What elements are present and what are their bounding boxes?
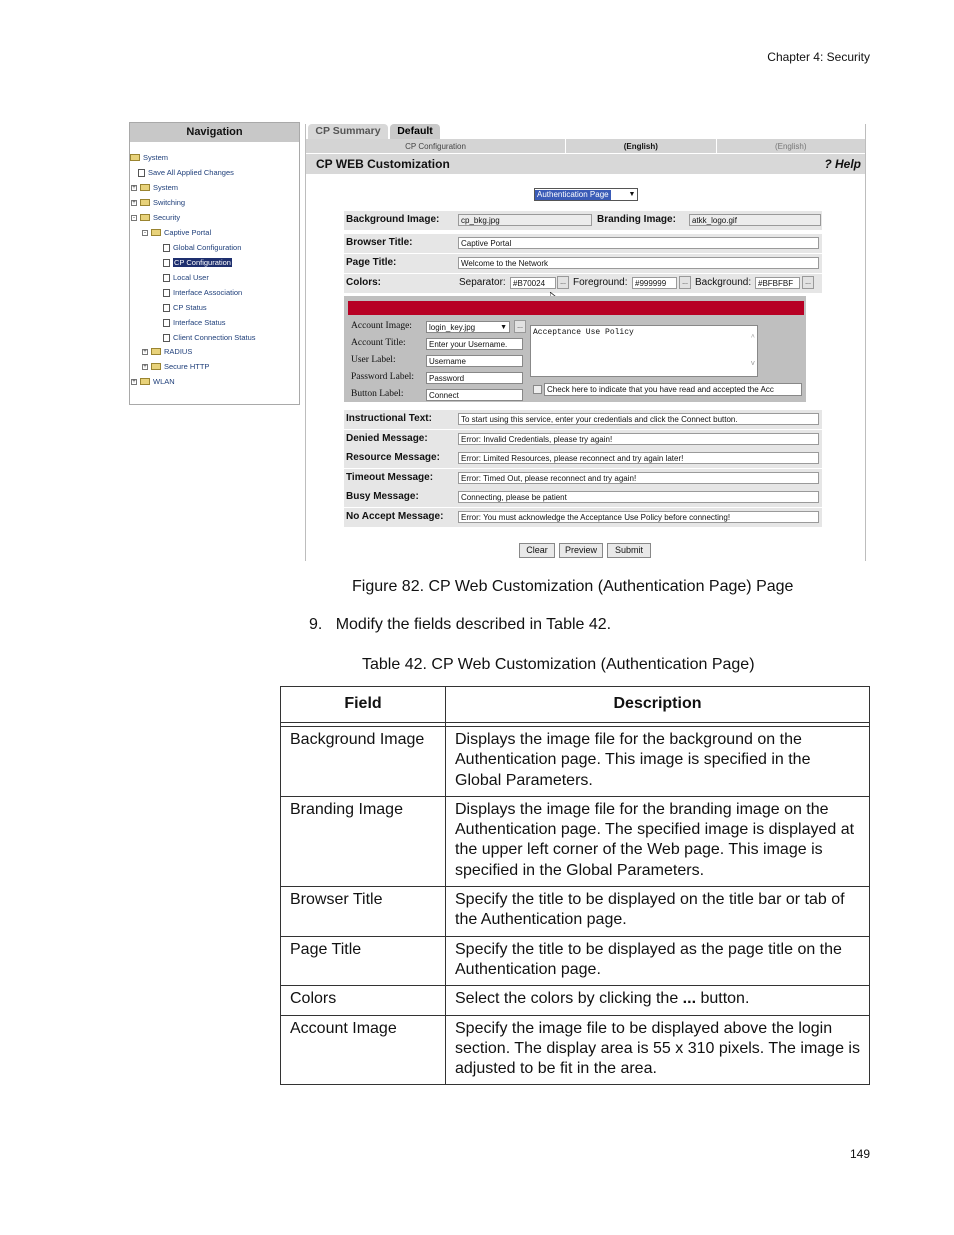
colors-row: Colors: Separator: #B70024 ... Foreground: #999999 ... Background: #BFBFBF ...: [344, 274, 822, 293]
page-icon: [163, 244, 170, 252]
image-row: Background Image: cp_bkg.jpg Branding Image: atkk_logo.gif: [344, 211, 822, 230]
separator-color-field[interactable]: #B70024: [510, 277, 556, 289]
nav-item-security[interactable]: - Security: [133, 213, 181, 222]
table-row: Page Title Specify the title to be displayed as the page title on the Authentication page.: [281, 936, 870, 986]
browser-title-row: Browser Title: Captive Portal: [344, 234, 822, 253]
nav-item-switching[interactable]: + Switching: [132, 198, 186, 207]
nav-item-radius[interactable]: + RADIUS: [143, 347, 193, 356]
resource-message-field[interactable]: Error: Limited Resources, please reconnect and try again later!: [458, 452, 819, 464]
folder-icon: [151, 348, 161, 355]
column-header-field: Field: [281, 687, 446, 723]
nav-item-client-connection-status[interactable]: Client Connection Status: [163, 333, 256, 342]
account-image-select[interactable]: login_key.jpg ▼: [426, 321, 510, 333]
nav-item-cp-status[interactable]: CP Status: [163, 303, 207, 312]
fields-table: [280, 686, 870, 1085]
sub-tab-english[interactable]: (English): [774, 141, 807, 151]
accept-text-field[interactable]: Check here to indicate that you have read and accepted the Acc: [544, 383, 802, 396]
message-row: Denied Message: Error: Invalid Credentials, please try again!: [344, 430, 822, 449]
expand-icon[interactable]: +: [143, 363, 147, 370]
preview-button[interactable]: Preview: [559, 543, 603, 558]
folder-open-icon: [140, 214, 150, 221]
nav-item-interface-association[interactable]: Interface Association: [163, 288, 242, 297]
background-color-field[interactable]: #BFBFBF: [755, 277, 800, 289]
account-title-field[interactable]: Enter your Username.: [426, 338, 523, 350]
table-caption: Table 42. CP Web Customization (Authentication Page): [362, 656, 755, 673]
figure-caption: Figure 82. CP Web Customization (Authentication Page) Page: [352, 578, 794, 595]
page-icon: [163, 334, 170, 342]
folder-icon: [140, 184, 150, 191]
navigation-title: Navigation: [130, 123, 299, 142]
expand-icon[interactable]: +: [132, 184, 136, 191]
nav-item-local-user[interactable]: Local User: [163, 273, 209, 282]
expand-icon[interactable]: +: [132, 378, 136, 385]
nav-item-global-configuration[interactable]: Global Configuration: [163, 243, 241, 252]
column-header-description: Description: [446, 687, 870, 723]
folder-icon: [151, 363, 161, 370]
timeout-message-field[interactable]: Error: Timed Out, please reconnect and try again!: [458, 472, 819, 484]
page-icon: [163, 304, 170, 312]
panel-title: CP WEB Customization: [316, 157, 450, 171]
background-picker-button[interactable]: ...: [802, 276, 814, 289]
table-row: Colors Select the colors by clicking the ... button.: [281, 986, 870, 1015]
message-row: Instructional Text: To start using this service, enter your credentials and click the Connect button.: [344, 410, 822, 429]
page-title-row: Page Title: Welcome to the Network: [344, 254, 822, 273]
busy-message-field[interactable]: Connecting, please be patient: [458, 491, 819, 503]
denied-message-field[interactable]: Error: Invalid Credentials, please try again!: [458, 433, 819, 445]
chevron-down-icon: ▼: [500, 324, 507, 331]
background-image-field[interactable]: cp_bkg.jpg: [458, 214, 592, 226]
account-image-button[interactable]: ...: [514, 320, 526, 333]
browser-title-field[interactable]: Captive Portal: [458, 237, 819, 249]
page-icon: [163, 289, 170, 297]
no-accept-message-field[interactable]: Error: You must acknowledge the Acceptance Use Policy before connecting!: [458, 511, 819, 523]
page-icon: [163, 259, 170, 267]
foreground-picker-button[interactable]: ...: [679, 276, 691, 289]
nav-item-system-root[interactable]: System: [130, 153, 168, 162]
sub-tab-cp-configuration[interactable]: CP Configuration: [306, 139, 566, 153]
page-icon: [138, 169, 145, 177]
folder-icon: [140, 378, 150, 385]
table-row: Background Image Displays the image file for the background on the Authentication page. This image is specified in the Global Parameters.: [281, 727, 870, 797]
collapse-icon[interactable]: -: [133, 214, 135, 221]
message-row: Timeout Message: Error: Timed Out, please reconnect and try again!: [344, 469, 822, 488]
nav-item-secure-http[interactable]: + Secure HTTP: [143, 362, 210, 371]
page-icon: [163, 319, 170, 327]
nav-item-wlan[interactable]: + WLAN: [132, 377, 175, 386]
folder-open-icon: [130, 154, 140, 161]
nav-item-cp-configuration[interactable]: CP Configuration: [163, 258, 232, 267]
branding-image-field[interactable]: atkk_logo.gif: [689, 214, 821, 226]
password-label-field[interactable]: Password: [426, 372, 523, 384]
page-icon: [163, 274, 170, 282]
table-row: Account Image Specify the image file to be displayed above the login section. The display area is 55 x 310 pixels. The image is adjusted to be fit in the area.: [281, 1015, 870, 1085]
aup-textarea[interactable]: Acceptance Use Policy ^ v: [530, 325, 758, 377]
navigation-panel: [129, 122, 300, 405]
scroll-down-icon[interactable]: v: [750, 360, 755, 368]
folder-icon: [140, 199, 150, 206]
nav-item-save-all[interactable]: Save All Applied Changes: [138, 168, 234, 177]
separator-bar: [348, 301, 804, 315]
panel-title-bar: [306, 154, 865, 174]
clear-button[interactable]: Clear: [519, 543, 555, 558]
expand-icon[interactable]: +: [143, 348, 147, 355]
login-form-preview: Account Image: login_key.jpg ▼ ... Account Title: Enter your Username. User Label: Username Password Label: Password Button Label: Connect Acceptance Use Policy ^ v Check here to indicate that you have read and accepted the Acc: [348, 318, 804, 400]
login-preview: [344, 296, 806, 402]
tab-cp-summary[interactable]: CP Summary: [308, 124, 388, 139]
instructional-text-field[interactable]: To start using this service, enter your credentials and click the Connect button.: [458, 413, 819, 425]
page-type-select[interactable]: Authentication Page ▼: [534, 188, 638, 201]
cp-customization-panel: [305, 124, 866, 561]
table-header-row: [281, 687, 870, 723]
nav-item-captive-portal[interactable]: - Captive Portal: [144, 228, 212, 237]
chevron-down-icon: ▼: [628, 191, 636, 198]
page-title-field[interactable]: Welcome to the Network: [458, 257, 819, 269]
nav-item-interface-status[interactable]: Interface Status: [163, 318, 226, 327]
message-row: No Accept Message: Error: You must acknowledge the Acceptance Use Policy before connecting!: [344, 508, 822, 527]
folder-open-icon: [151, 229, 161, 236]
nav-item-system[interactable]: + System: [132, 183, 179, 192]
step-instruction: 9. Modify the fields described in Table 42.: [309, 616, 612, 633]
scroll-up-icon[interactable]: ^: [750, 334, 755, 342]
message-row: Resource Message: Error: Limited Resources, please reconnect and try again later!: [344, 449, 822, 468]
table-row: Branding Image Displays the image file for the branding image on the Authentication page. The specified image is displayed at the upper left corner of the Web page. This image is specified in the Global Parameters.: [281, 796, 870, 886]
sub-tab-english-active[interactable]: (English): [566, 139, 716, 153]
sub-tab-bar: [306, 139, 865, 153]
message-row: Busy Message: Connecting, please be patient: [344, 488, 822, 507]
collapse-icon[interactable]: -: [144, 229, 146, 236]
help-link[interactable]: ? Help: [824, 157, 861, 171]
table-row: Browser Title Specify the title to be displayed on the title bar or tab of the Authentication page.: [281, 887, 870, 937]
button-label-field[interactable]: Connect: [426, 389, 523, 401]
user-label-field[interactable]: Username: [426, 355, 523, 367]
foreground-color-field[interactable]: #999999: [632, 277, 677, 289]
tab-default[interactable]: Default: [390, 124, 440, 139]
page-number: 149: [849, 1147, 870, 1161]
submit-button[interactable]: Submit: [607, 543, 651, 558]
separator-picker-button[interactable]: ...: [557, 276, 569, 289]
page-header: Chapter 4: Security: [767, 50, 870, 64]
accept-checkbox[interactable]: [533, 385, 542, 394]
expand-icon[interactable]: +: [132, 199, 136, 206]
